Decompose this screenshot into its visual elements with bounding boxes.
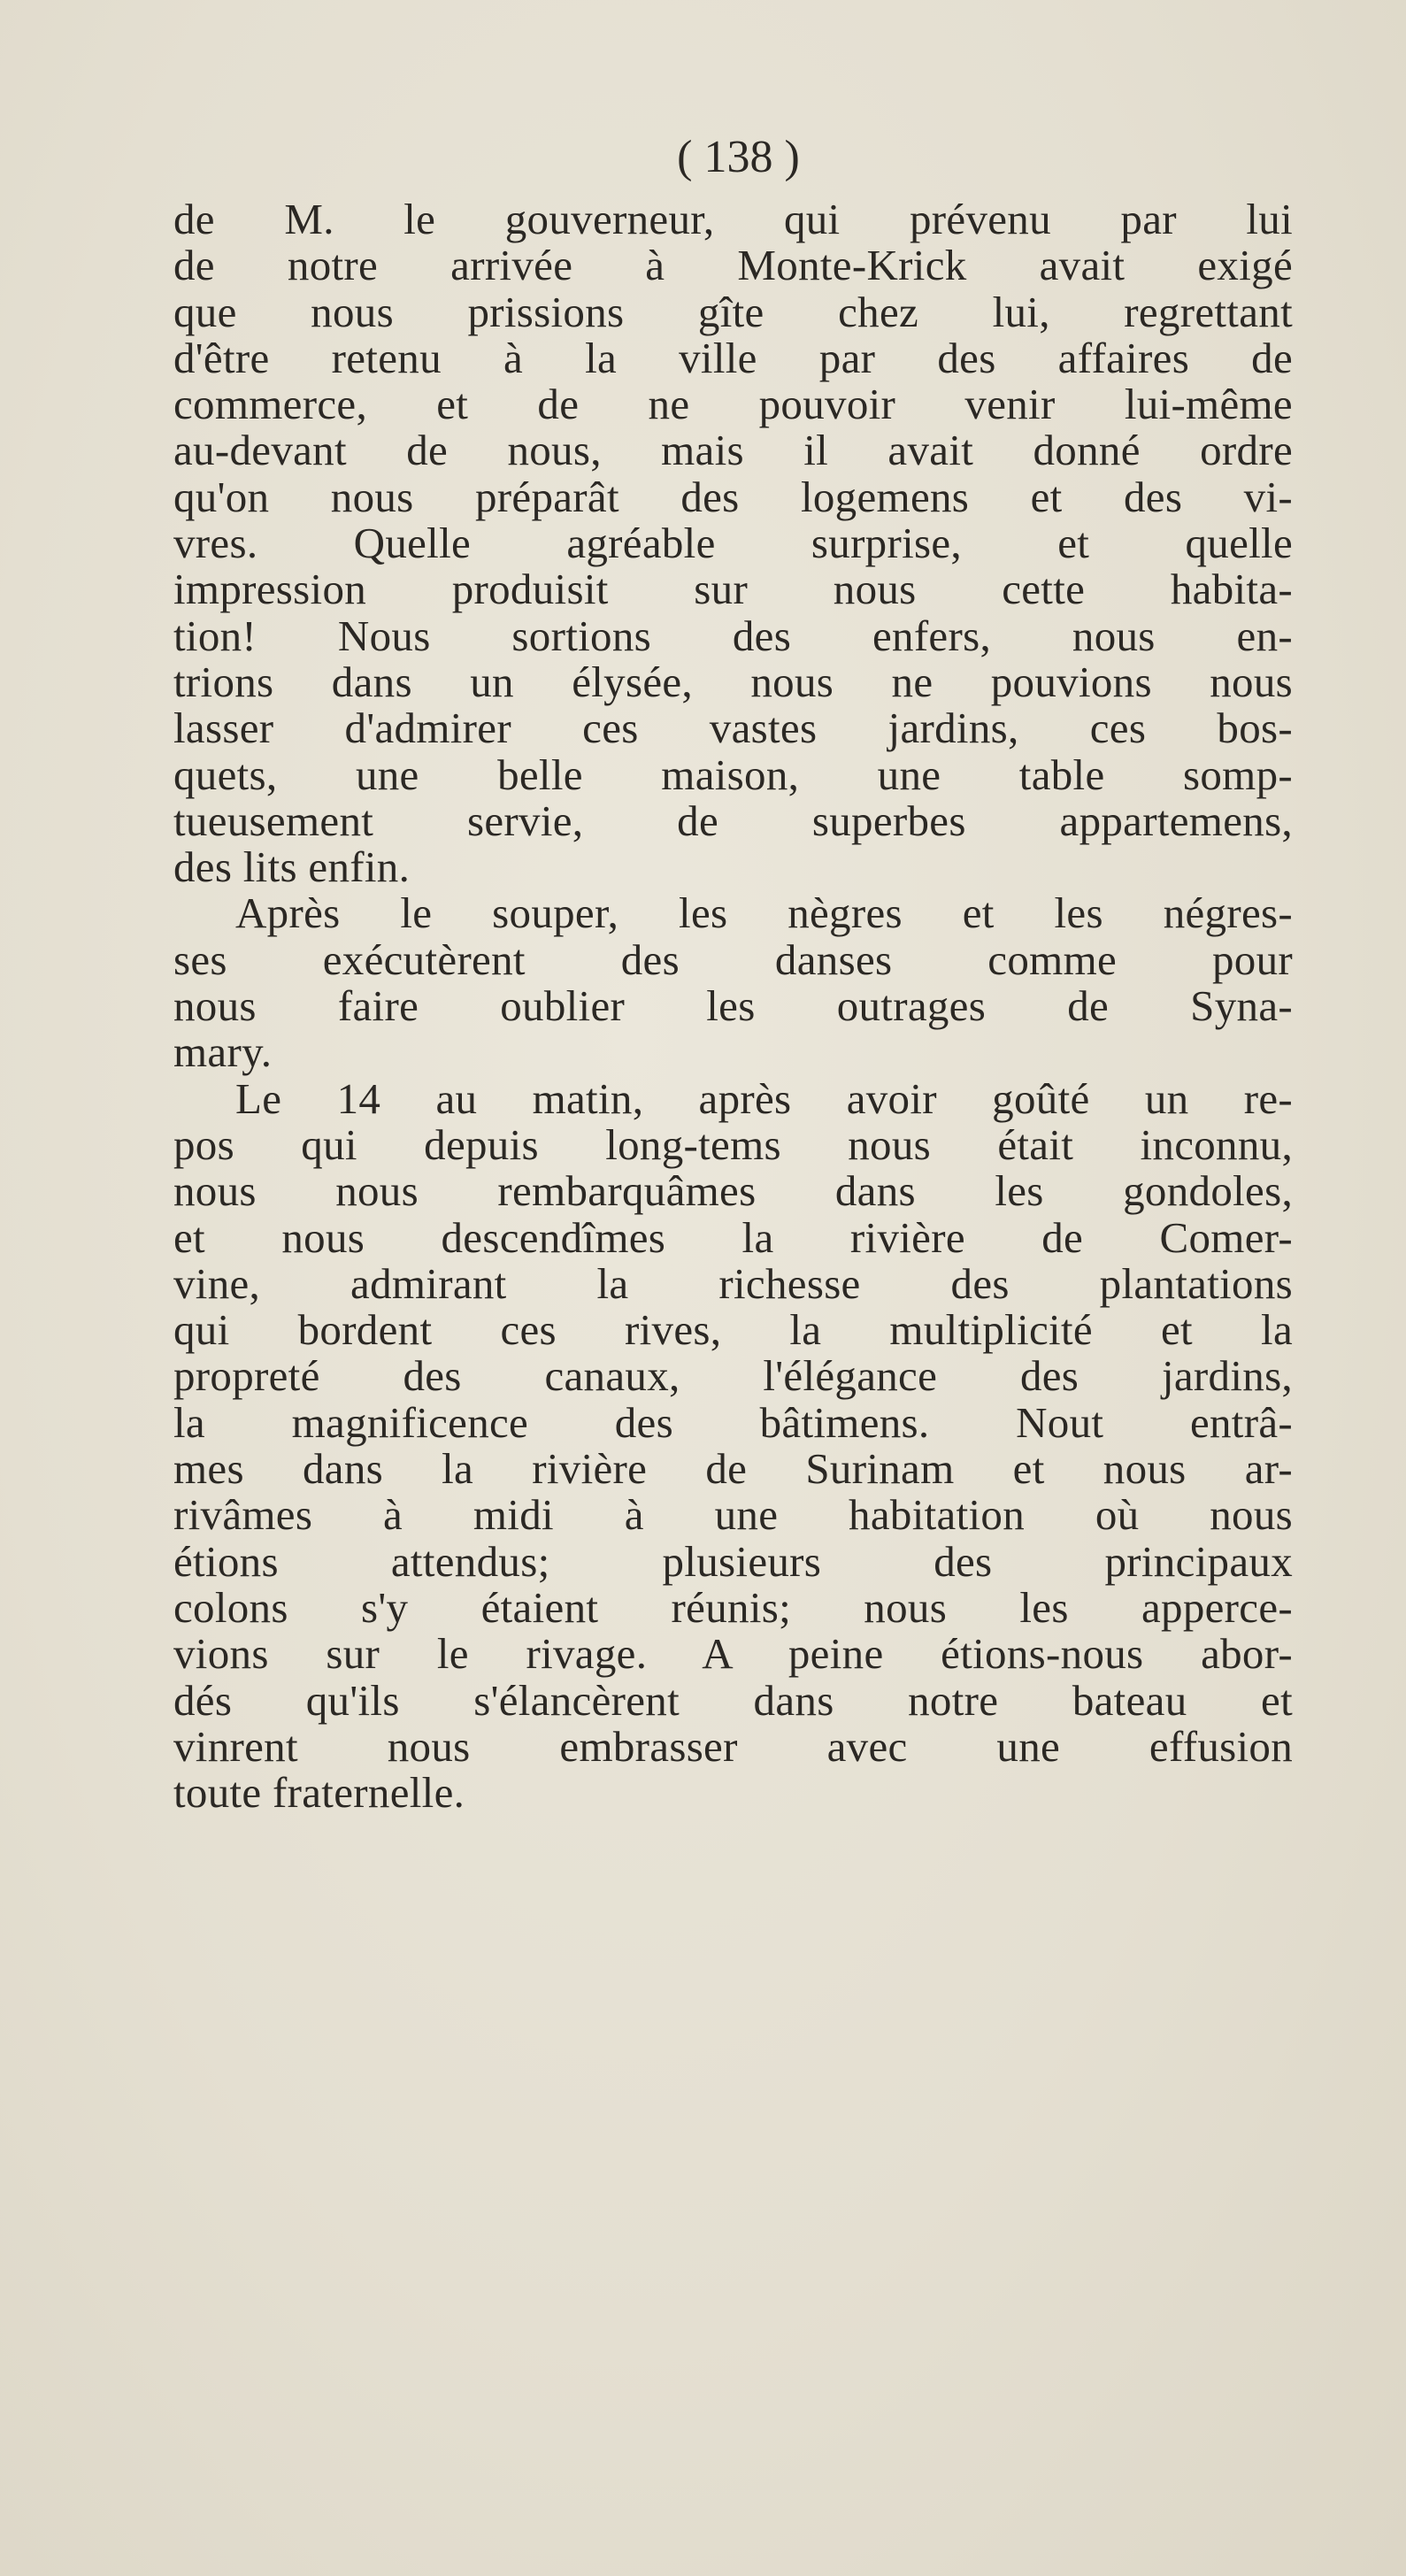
body-text — [173, 196, 1293, 1816]
paragraph-end-line: mary. — [173, 1027, 273, 1077]
paragraph-start-line: Le 14 au matin, après avoir goûté un re- — [235, 1073, 1293, 1123]
text-line: d'être retenu à la ville par des affaires de — [173, 333, 1293, 382]
text-line: ses exécutèrent des danses comme pour — [173, 934, 1293, 984]
text-line: impression produisit sur nous cette habita- — [173, 565, 1293, 614]
text-line: étions attendus; plusieurs des principaux — [173, 1536, 1293, 1586]
text-line: commerce, et de ne pouvoir venir lui-même — [173, 380, 1293, 429]
text-line: vine, admirant la richesse des plantations — [173, 1258, 1293, 1308]
paragraph-end-line: des lits enfin. — [173, 842, 411, 892]
text-line: vinrent nous embrasser avec une effusion — [173, 1721, 1293, 1771]
text-line: la magnificence des bâtimens. Nout entrâ- — [173, 1397, 1293, 1447]
text-line: mes dans la rivière de Surinam et nous ar- — [173, 1444, 1293, 1494]
text-line: nous nous rembarquâmes dans les gondoles, — [173, 1166, 1293, 1216]
paragraph-end-line: toute fraternelle. — [173, 1768, 465, 1818]
text-line: que nous prissions gîte chez lui, regrettant — [173, 287, 1293, 336]
text-line: vions sur le rivage. A peine étions-nous abor- — [173, 1629, 1293, 1679]
text-line: de notre arrivée à Monte-Krick avait exigé — [173, 241, 1293, 290]
text-line: tion! Nous sortions des enfers, nous en- — [173, 611, 1293, 660]
text-line: pos qui depuis long-tems nous était inconnu, — [173, 1119, 1293, 1169]
text-line: colons s'y étaient réunis; nous les apperce- — [173, 1582, 1293, 1632]
text-line: de M. le gouverneur, qui prévenu par lui — [173, 195, 1293, 243]
text-line: et nous descendîmes la rivière de Comer- — [173, 1212, 1293, 1262]
page-number: ( 138 ) — [677, 132, 800, 182]
text-line: lasser d'admirer ces vastes jardins, ces bos- — [173, 704, 1293, 753]
text-line: trions dans un élysée, nous ne pouvions nous — [173, 657, 1293, 706]
text-line: dés qu'ils s'élancèrent dans notre bateau et — [173, 1675, 1293, 1725]
text-line: quets, une belle maison, une table somp- — [173, 750, 1293, 799]
text-line: propreté des canaux, l'élégance des jardins, — [173, 1351, 1293, 1401]
text-line: vres. Quelle agréable surprise, et quelle — [173, 519, 1293, 568]
text-line: tueusement servie, de superbes appartemens, — [173, 796, 1293, 845]
text-line: rivâmes à midi à une habitation où nous — [173, 1490, 1293, 1540]
text-line: qui bordent ces rives, la multiplicité et la — [173, 1305, 1293, 1355]
text-line: nous faire oublier les outrages de Syna- — [173, 981, 1293, 1031]
text-line: qu'on nous préparât des logemens et des vi- — [173, 472, 1293, 521]
paragraph-start-line: Après le souper, les nègres et les négres- — [235, 888, 1293, 938]
text-line: au-devant de nous, mais il avait donné ordre — [173, 426, 1293, 475]
